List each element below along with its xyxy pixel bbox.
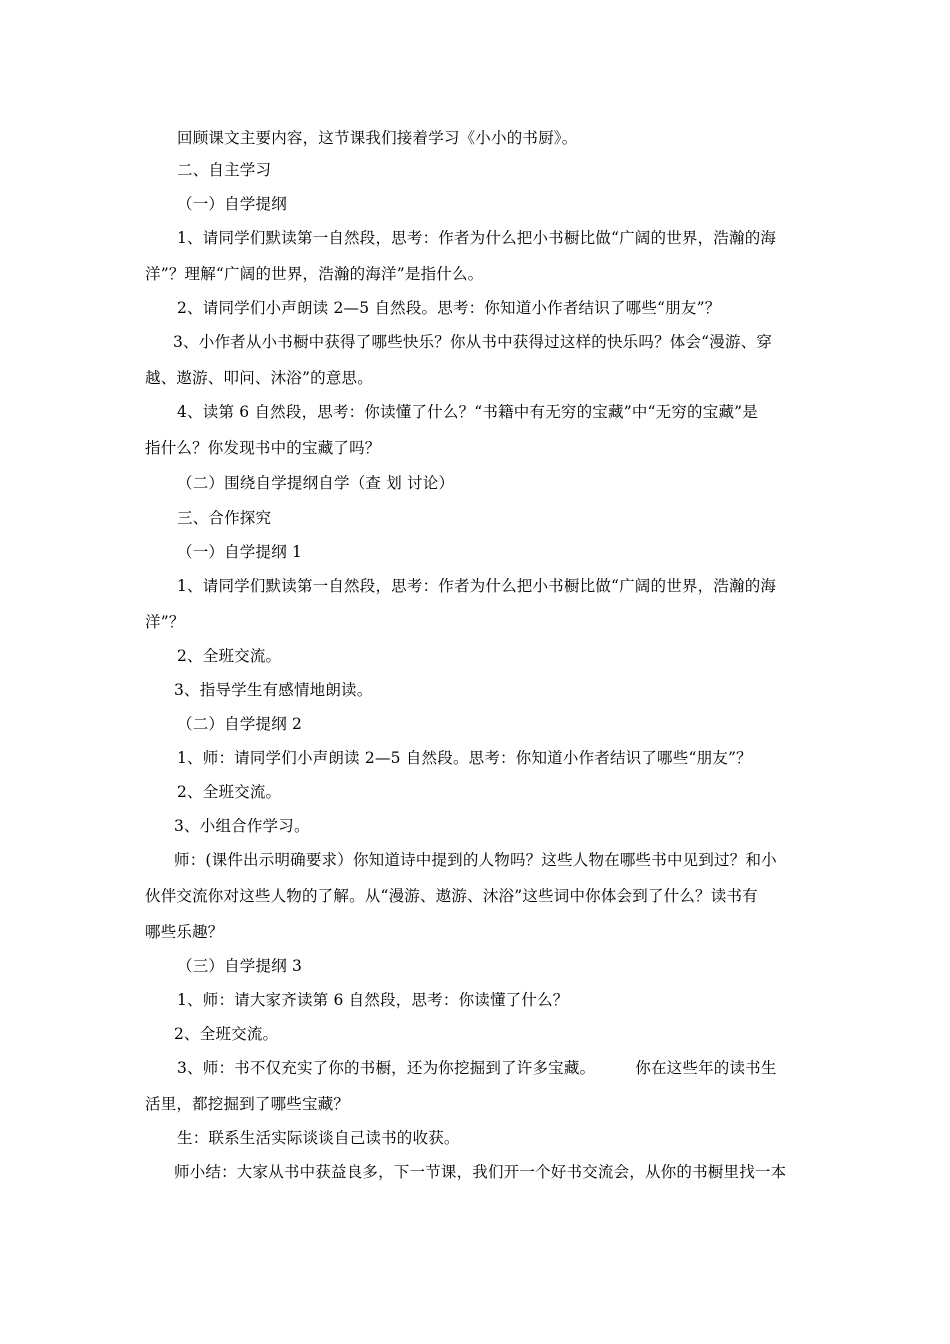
text-line: 3、指导学生有感情地朗读。 <box>174 681 373 699</box>
section-heading: 三、合作探究 <box>177 509 272 527</box>
text-line: 师：(课件出示明确要求）你知道诗中提到的人物吗？这些人物在哪些书中见到过？和小 <box>174 851 777 869</box>
text-line: 洋”？理解“广阔的世界，浩瀚的海洋”是指什么。 <box>145 265 484 283</box>
subsection-heading: （一）自学提纲 <box>177 195 287 213</box>
text-line: 1、师：请同学们小声朗读 2—5 自然段。思考：你知道小作者结识了哪些“朋友”？ <box>177 749 752 767</box>
text-line: 越、遨游、叩问、沐浴”的意思。 <box>145 369 373 387</box>
text-line: 2、全班交流。 <box>177 647 282 665</box>
text-line: 洋”？ <box>145 613 185 631</box>
subsection-heading: （二）围绕自学提纲自学（查 划 讨论） <box>177 474 455 492</box>
text-line: 3、小作者从小书橱中获得了哪些快乐？你从书中获得过这样的快乐吗？体会“漫游、穿 <box>173 333 773 351</box>
text-line: 指什么？你发现书中的宝藏了吗？ <box>145 439 381 457</box>
text-line: 哪些乐趣？ <box>145 923 224 941</box>
text-line: 1、请同学们默读第一自然段，思考：作者为什么把小书橱比做“广阔的世界，浩瀚的海 <box>177 577 777 595</box>
text-line <box>177 1058 777 1078</box>
text-segment: 3、师：书不仅充实了你的书橱，还为你挖掘到了许多宝藏。 <box>177 1059 596 1077</box>
text-line: 1、师：请大家齐读第 6 自然段，思考：你读懂了什么？ <box>177 991 569 1009</box>
text-line: 3、小组合作学习。 <box>174 817 310 835</box>
text-line: 1、请同学们默读第一自然段，思考：作者为什么把小书橱比做“广阔的世界，浩瀚的海 <box>177 229 777 247</box>
section-heading: 二、自主学习 <box>177 161 272 179</box>
subsection-heading: （二）自学提纲 2 <box>177 715 303 733</box>
subsection-heading: （一）自学提纲 1 <box>177 543 303 561</box>
text-line: 回顾课文主要内容，这节课我们接着学习《小小的书厨》。 <box>177 129 578 147</box>
text-line: 2、请同学们小声朗读 2—5 自然段。思考：你知道小作者结识了哪些“朋友”？ <box>177 299 721 317</box>
text-line: 4、读第 6 自然段，思考：你读懂了什么？“书籍中有无穷的宝藏”中“无穷的宝藏”是 <box>177 403 758 421</box>
subsection-heading: （三）自学提纲 3 <box>177 957 303 975</box>
text-line: 师小结：大家从书中获益良多，下一节课，我们开一个好书交流会，从你的书橱里找一本 <box>174 1163 787 1181</box>
text-line: 2、全班交流。 <box>174 1025 279 1043</box>
text-segment: 你在这些年的读书生 <box>635 1059 777 1077</box>
text-line: 2、全班交流。 <box>177 783 282 801</box>
text-line: 生：联系生活实际谈谈自己读书的收获。 <box>177 1129 460 1147</box>
text-line: 伙伴交流你对这些人物的了解。从“漫游、遨游、沐浴”这些词中你体会到了什么？读书有 <box>145 887 758 905</box>
text-line: 活里，都挖掘到了哪些宝藏？ <box>145 1095 350 1113</box>
